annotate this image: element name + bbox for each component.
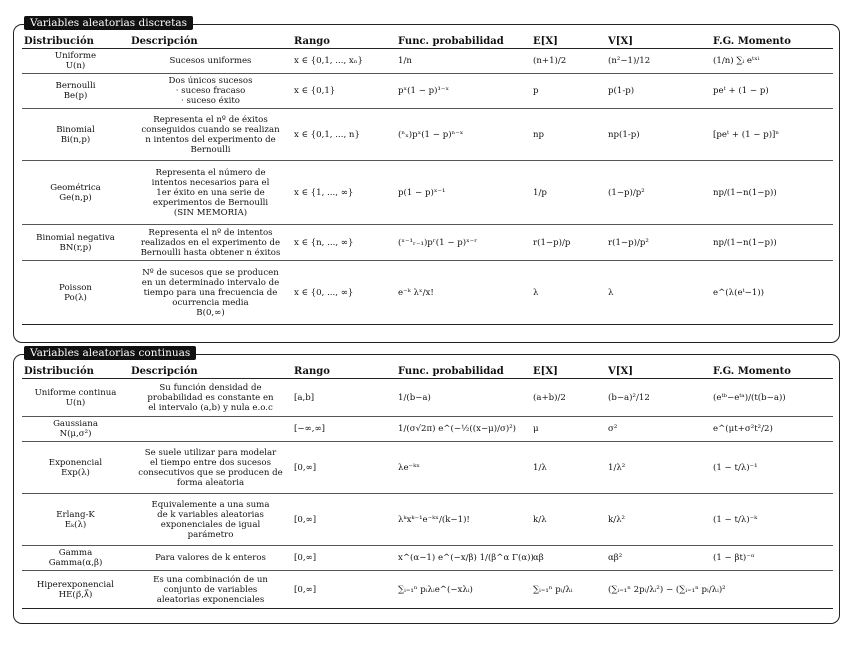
range-cell: x ∈ {0,1, ..., xₙ} bbox=[292, 49, 396, 74]
mgf-cell: (1 − t/λ)⁻ᵏ bbox=[711, 494, 833, 546]
desc-cell: Para valores de k enteros bbox=[129, 546, 292, 571]
table-row bbox=[22, 49, 833, 74]
ex-cell: 1/λ bbox=[531, 442, 606, 494]
col-header: E[X] bbox=[531, 35, 606, 49]
vx-cell: λ bbox=[606, 261, 711, 325]
desc-cell: Nº de sucesos que se producen en un determinado intervalo de tiempo para una frecuencia de ocurrencia media B(0,∞) bbox=[129, 261, 292, 325]
dist-cell: Gaussiana N(μ,σ²) bbox=[22, 417, 129, 442]
mgf-cell: peᵗ + (1 − p) bbox=[711, 74, 833, 109]
discrete-table bbox=[22, 35, 833, 325]
ex-cell: (a+b)/2 bbox=[531, 379, 606, 417]
desc-cell: Es una combinación de un conjunto de variables aleatorias exponenciales bbox=[129, 571, 292, 609]
ex-cell: 1/p bbox=[531, 161, 606, 225]
discrete-panel bbox=[13, 17, 840, 343]
desc-cell: Su función densidad de probabilidad es constante en el intervalo (a,b) y nula e.o.c bbox=[129, 379, 292, 417]
dist-cell: Uniforme continua U(n) bbox=[22, 379, 129, 417]
discrete-title: Variables aleatorias discretas bbox=[24, 16, 193, 30]
vx-cell: r(1−p)/p² bbox=[606, 225, 711, 261]
dist-cell: Erlang-K Eₖ(λ) bbox=[22, 494, 129, 546]
pmf-cell: p(1 − p)ˣ⁻¹ bbox=[396, 161, 531, 225]
table-row bbox=[22, 261, 833, 325]
ex-cell: μ bbox=[531, 417, 606, 442]
ex-cell: np bbox=[531, 109, 606, 161]
pmf-cell: (ⁿₓ)pˣ(1 − p)ⁿ⁻ˣ bbox=[396, 109, 531, 161]
ex-cell: (n+1)/2 bbox=[531, 49, 606, 74]
col-header: Rango bbox=[292, 365, 396, 379]
table-row bbox=[22, 74, 833, 109]
desc-cell bbox=[129, 417, 292, 442]
mgf-cell: (1 − βt)⁻ᵅ bbox=[711, 546, 833, 571]
vx-cell: αβ² bbox=[606, 546, 711, 571]
pmf-cell: pˣ(1 − p)¹⁻ˣ bbox=[396, 74, 531, 109]
range-cell: x ∈ {0, ..., ∞} bbox=[292, 261, 396, 325]
mgf-cell: [peᵗ + (1 − p)]ⁿ bbox=[711, 109, 833, 161]
dist-cell: Uniforme U(n) bbox=[22, 49, 129, 74]
discrete-header-row bbox=[22, 35, 833, 49]
ex-cell: r(1−p)/p bbox=[531, 225, 606, 261]
dist-cell: Binomial negativa BN(r,p) bbox=[22, 225, 129, 261]
desc-cell: Se suele utilizar para modelar el tiempo entre dos sucesos consecutivos que se producen de forma aleatoria bbox=[129, 442, 292, 494]
range-cell: x ∈ {1, ..., ∞} bbox=[292, 161, 396, 225]
continuous-title: Variables aleatorias continuas bbox=[24, 346, 196, 360]
range-cell: [a,b] bbox=[292, 379, 396, 417]
dist-cell: Gamma Gamma(α,β) bbox=[22, 546, 129, 571]
mgf-cell: np/(1−n(1−p)) bbox=[711, 161, 833, 225]
col-header: Distribución bbox=[22, 365, 129, 379]
col-header: V[X] bbox=[606, 365, 711, 379]
desc-cell: Representa el nº de intentos realizados en el experimento de Bernoulli hasta obtener n éxitos bbox=[129, 225, 292, 261]
range-cell: x ∈ {0,1, ..., n} bbox=[292, 109, 396, 161]
ex-cell: λ bbox=[531, 261, 606, 325]
table-row bbox=[22, 494, 833, 546]
dist-cell: Hiperexponencial HE(p⃗,λ⃗) bbox=[22, 571, 129, 609]
vx-cell: k/λ² bbox=[606, 494, 711, 546]
ex-cell: ∑ᵢ₌₁ⁿ pᵢ/λᵢ bbox=[531, 571, 606, 609]
ex-cell: p bbox=[531, 74, 606, 109]
desc-cell: Sucesos uniformes bbox=[129, 49, 292, 74]
range-cell: [0,∞] bbox=[292, 571, 396, 609]
mgf-cell: e^(μt+σ²t²/2) bbox=[711, 417, 833, 442]
range-cell: [0,∞] bbox=[292, 546, 396, 571]
col-header: E[X] bbox=[531, 365, 606, 379]
table-row bbox=[22, 571, 833, 609]
vx-cell: (n²−1)/12 bbox=[606, 49, 711, 74]
vx-cell: (∑ᵢ₌₁ⁿ 2pᵢ/λᵢ²) − (∑ᵢ₌₁ⁿ pᵢ/λᵢ)² bbox=[606, 571, 711, 609]
range-cell: [−∞,∞] bbox=[292, 417, 396, 442]
desc-cell: Equivalemente a una suma de k variables aleatorias exponenciales de igual parámetro bbox=[129, 494, 292, 546]
col-header: Func. probabilidad bbox=[396, 35, 531, 49]
dist-cell: Exponencial Exp(λ) bbox=[22, 442, 129, 494]
vx-cell: σ² bbox=[606, 417, 711, 442]
range-cell: x ∈ {0,1} bbox=[292, 74, 396, 109]
continuous-header-row bbox=[22, 365, 833, 379]
pmf-cell: 1/(b−a) bbox=[396, 379, 531, 417]
pmf-cell: e⁻ᵏ λˣ/x! bbox=[396, 261, 531, 325]
col-header: F.G. Momento bbox=[711, 365, 833, 379]
desc-cell: Representa el número de intentos necesarios para el 1er éxito en una serie de experimentos de Bernoulli (SIN MEMORIA) bbox=[129, 161, 292, 225]
dist-cell: Bernoulli Be(p) bbox=[22, 74, 129, 109]
desc-cell: Dos únicos sucesos · suceso fracaso · suceso éxito bbox=[129, 74, 292, 109]
pmf-cell: x^(α−1) e^(−x/β) 1/(β^α Γ(α)) bbox=[396, 546, 531, 571]
table-row bbox=[22, 109, 833, 161]
dist-cell: Poisson Po(λ) bbox=[22, 261, 129, 325]
continuous-panel bbox=[13, 347, 840, 624]
table-row bbox=[22, 161, 833, 225]
col-header: Descripción bbox=[129, 35, 292, 49]
col-header: Distribución bbox=[22, 35, 129, 49]
mgf-cell: (1/n) ∑ᵢ eᵗˣⁱ bbox=[711, 49, 833, 74]
mgf-cell: e^(λ(eᵗ−1)) bbox=[711, 261, 833, 325]
col-header: Func. probabilidad bbox=[396, 365, 531, 379]
mgf-cell bbox=[711, 571, 833, 609]
range-cell: [0,∞] bbox=[292, 442, 396, 494]
dist-cell: Geométrica Ge(n,p) bbox=[22, 161, 129, 225]
table-row bbox=[22, 225, 833, 261]
pmf-cell: λe⁻ᵏˣ bbox=[396, 442, 531, 494]
table-row bbox=[22, 379, 833, 417]
pmf-cell: 1/(σ√2π) e^(−½((x−μ)/σ)²) bbox=[396, 417, 531, 442]
table-row bbox=[22, 546, 833, 571]
col-header: V[X] bbox=[606, 35, 711, 49]
mgf-cell: (1 − t/λ)⁻¹ bbox=[711, 442, 833, 494]
pmf-cell: λᵏxᵏ⁻¹e⁻ᵏˣ/(k−1)! bbox=[396, 494, 531, 546]
vx-cell: 1/λ² bbox=[606, 442, 711, 494]
ex-cell: k/λ bbox=[531, 494, 606, 546]
mgf-cell: (eᵗᵇ−eᵗᵃ)/(t(b−a)) bbox=[711, 379, 833, 417]
col-header: Rango bbox=[292, 35, 396, 49]
range-cell: x ∈ {n, ..., ∞} bbox=[292, 225, 396, 261]
pmf-cell: ∑ᵢ₌₁ⁿ pᵢλᵢe^(−xλᵢ) bbox=[396, 571, 531, 609]
ex-cell: αβ bbox=[531, 546, 606, 571]
mgf-cell: np/(1−n(1−p)) bbox=[711, 225, 833, 261]
dist-cell: Binomial Bi(n,p) bbox=[22, 109, 129, 161]
table-row bbox=[22, 442, 833, 494]
desc-cell: Representa el nº de éxitos conseguidos cuando se realizan n intentos del experimento de Bernoulli bbox=[129, 109, 292, 161]
pmf-cell: 1/n bbox=[396, 49, 531, 74]
vx-cell: (1−p)/p² bbox=[606, 161, 711, 225]
col-header: F.G. Momento bbox=[711, 35, 833, 49]
table-row bbox=[22, 417, 833, 442]
vx-cell: np(1-p) bbox=[606, 109, 711, 161]
col-header: Descripción bbox=[129, 365, 292, 379]
pmf-cell: (ˣ⁻¹ᵣ₋₁)pʳ(1 − p)ˣ⁻ʳ bbox=[396, 225, 531, 261]
vx-cell: p(1-p) bbox=[606, 74, 711, 109]
vx-cell: (b−a)²/12 bbox=[606, 379, 711, 417]
range-cell: [0,∞] bbox=[292, 494, 396, 546]
continuous-table bbox=[22, 365, 833, 609]
